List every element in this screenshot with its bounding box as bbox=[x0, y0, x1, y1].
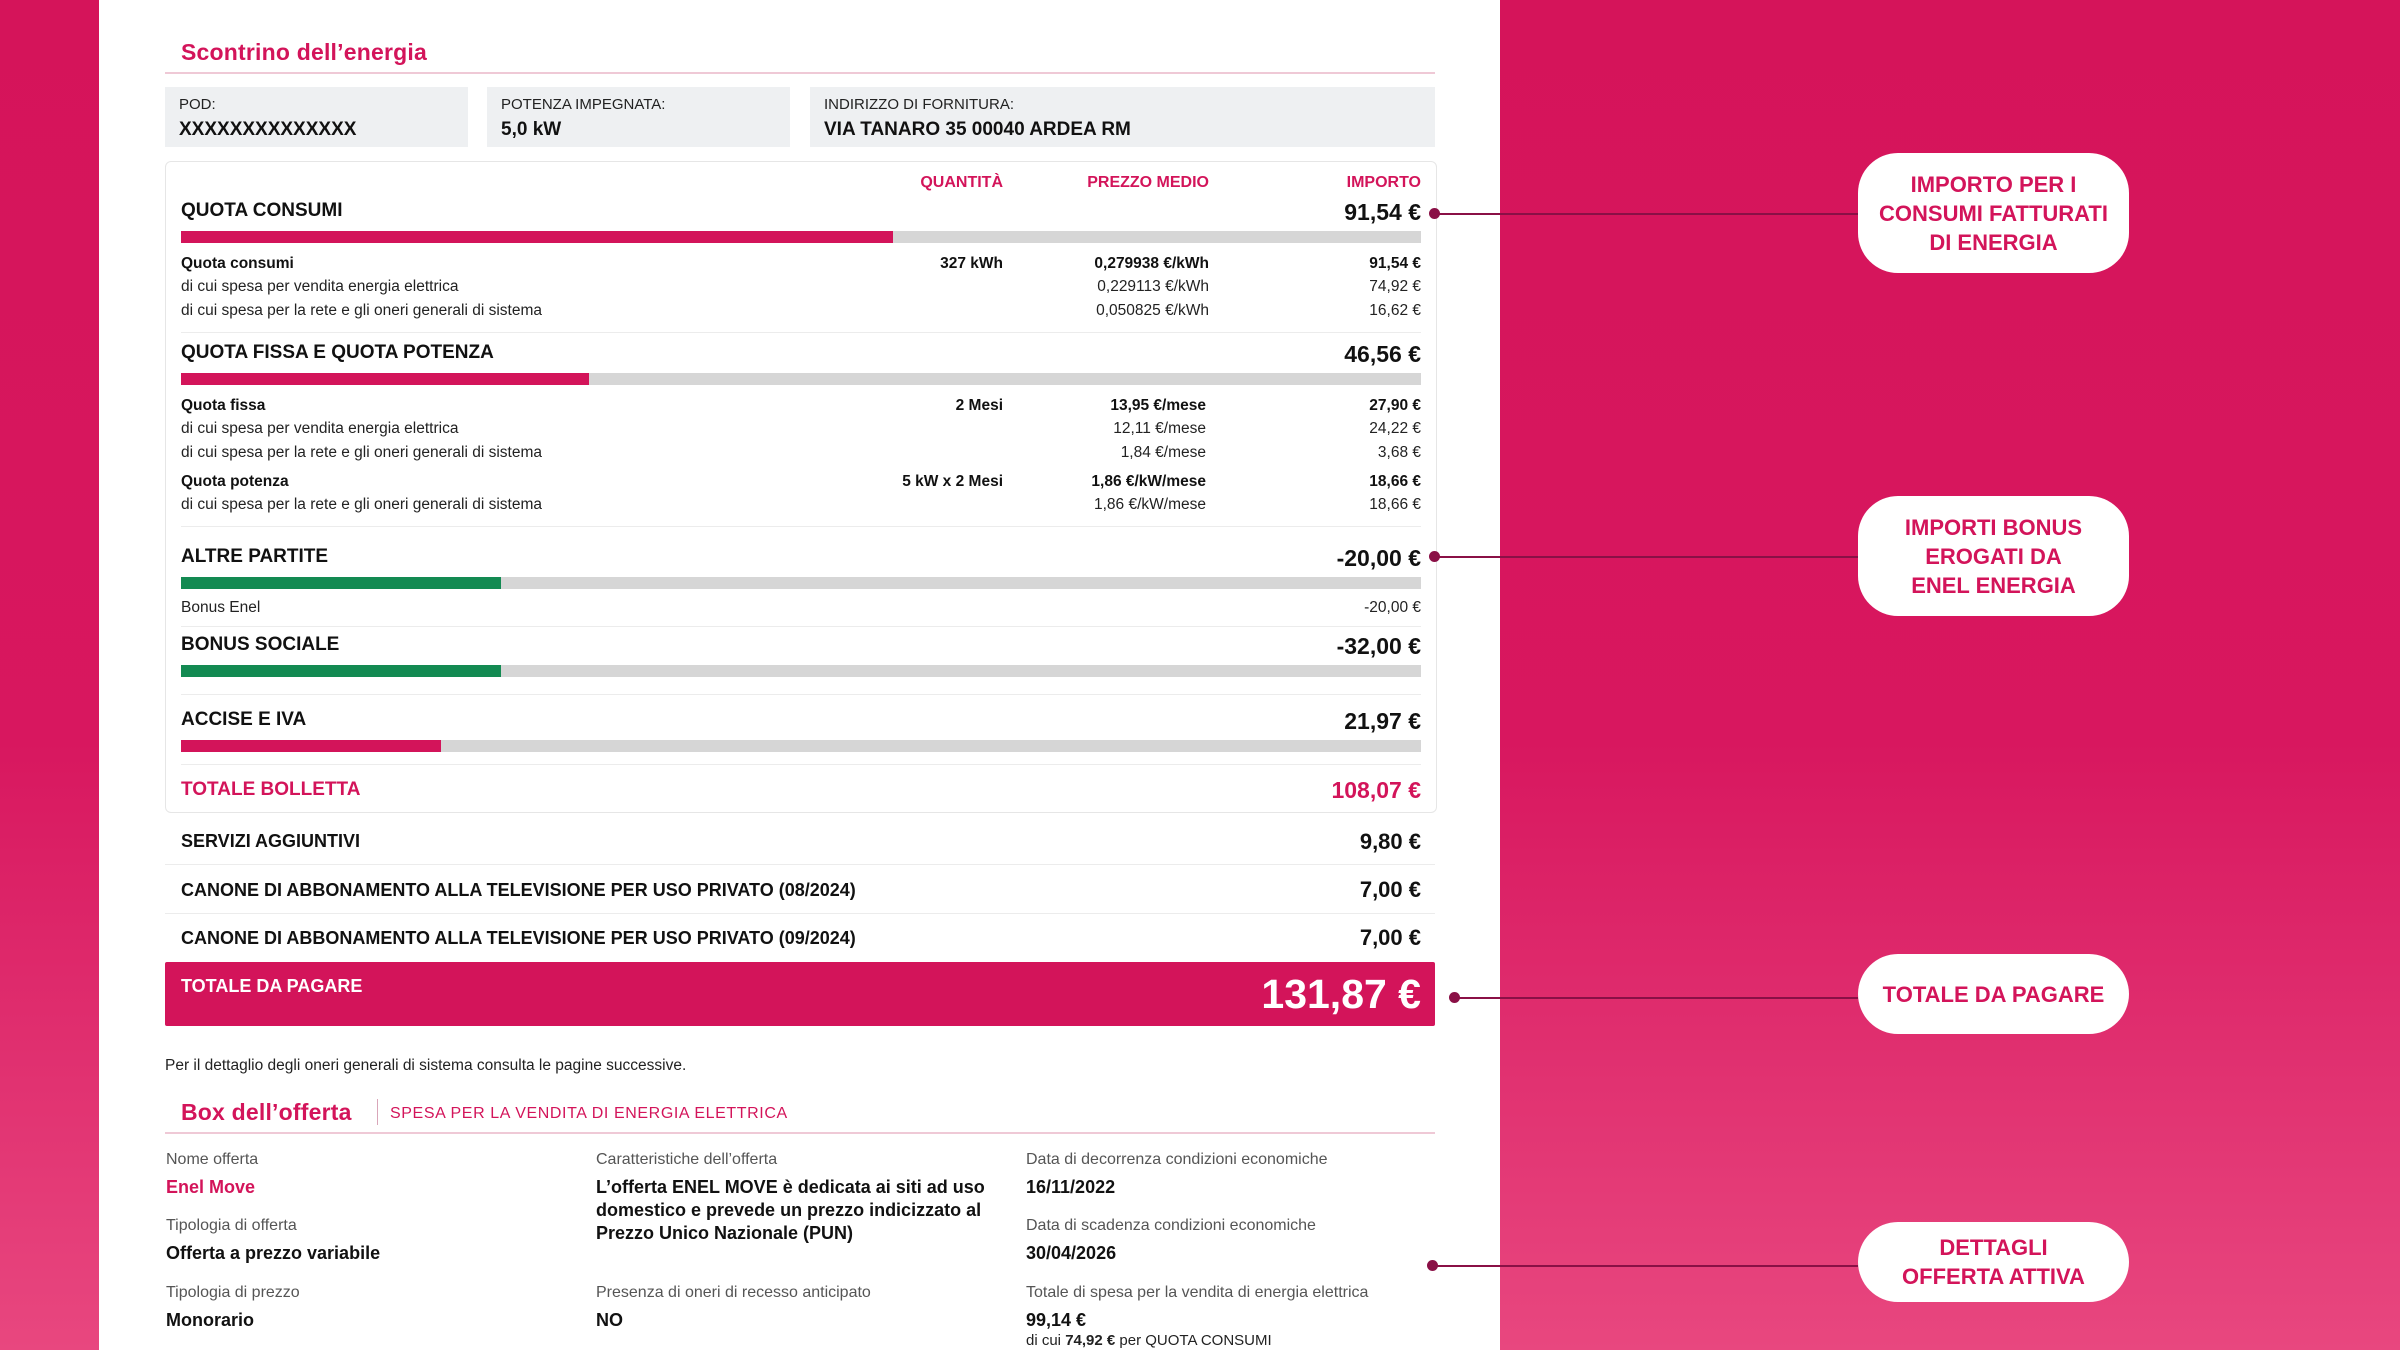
extra-row-1-label: SERVIZI AGGIUNTIVI bbox=[181, 831, 361, 851]
callout-2-line-1: IMPORTI BONUS bbox=[1904, 514, 2083, 540]
fissa-row-1-price: 13,95 €/mese bbox=[1110, 397, 1206, 414]
offer-scadenza-label: Data di scadenza condizioni economiche bbox=[1026, 1217, 1316, 1234]
fissa-row-4-label: Quota potenza bbox=[181, 473, 289, 490]
fissa-row-1-amount: 27,90 € bbox=[1369, 397, 1421, 414]
consumi-bar-fill bbox=[181, 231, 893, 243]
extra-row-3-amount: 7,00 € bbox=[1359, 925, 1421, 950]
offer-title: Box dell’offerta bbox=[181, 1099, 352, 1125]
offer-caratteristiche-label: Caratteristiche dell’offerta bbox=[596, 1151, 778, 1168]
divider bbox=[181, 332, 1421, 333]
fissa-row-4-amount: 18,66 € bbox=[1369, 473, 1421, 490]
fissa-row-5-label: di cui spesa per la rete e gli oneri generali di sistema bbox=[181, 496, 542, 513]
callout-1-line-3: DI ENERGIA bbox=[1929, 229, 2058, 255]
callout-2-line-3: ENEL ENERGIA bbox=[1911, 572, 2076, 598]
altre-row-1-label: Bonus Enel bbox=[181, 599, 261, 616]
col-importo: IMPORTO bbox=[1346, 174, 1421, 191]
extra-row-2-label: CANONE DI ABBONAMENTO ALLA TELEVISIONE PER USO PRIVATO (08/2024) bbox=[181, 880, 856, 900]
offer-scadenza-value: 30/04/2026 bbox=[1026, 1243, 1117, 1263]
altre-row-1-amount: -20,00 € bbox=[1364, 599, 1421, 616]
offer-prezzo-value: Monorario bbox=[166, 1310, 254, 1330]
offer-divider bbox=[165, 1132, 1435, 1134]
pod-value: XXXXXXXXXXXXXX bbox=[179, 119, 357, 140]
offer-subtitle: SPESA PER LA VENDITA DI ENERGIA ELETTRICA bbox=[390, 1105, 788, 1122]
section-accise-amount: 21,97 € bbox=[1344, 708, 1421, 734]
offer-totale-spesa-value: 99,14 € bbox=[1026, 1310, 1087, 1330]
callout-1-line-1: IMPORTO PER I bbox=[1910, 171, 2077, 197]
callout-line bbox=[1434, 556, 1858, 558]
totale-da-pagare-label: TOTALE DA PAGARE bbox=[181, 976, 363, 996]
offer-decorrenza-label: Data di decorrenza condizioni economiche bbox=[1026, 1151, 1328, 1168]
section-fissa-amount: 46,56 € bbox=[1344, 341, 1421, 367]
section-altre-amount: -20,00 € bbox=[1336, 545, 1421, 571]
receipt-card bbox=[165, 161, 1437, 813]
consumi-row-3-price: 0,050825 €/kWh bbox=[1096, 302, 1209, 319]
col-quantita: QUANTITÀ bbox=[920, 174, 1003, 191]
callout-4-line-1: DETTAGLI bbox=[1939, 1235, 2048, 1260]
totale-bolletta-amount: 108,07 € bbox=[1331, 777, 1421, 803]
offer-nome-value: Enel Move bbox=[166, 1177, 256, 1197]
extra-row-3-label: CANONE DI ABBONAMENTO ALLA TELEVISIONE PER USO PRIVATO (09/2024) bbox=[181, 928, 856, 948]
offer-tipologia-label: Tipologia di offerta bbox=[166, 1217, 297, 1234]
offer-decorrenza-value: 16/11/2022 bbox=[1026, 1177, 1116, 1197]
offer-tipologia-value: Offerta a prezzo variabile bbox=[166, 1243, 381, 1263]
offer-caratteristiche-line-2: domestico e prevede un prezzo indicizzato al bbox=[596, 1200, 982, 1220]
fissa-row-1-qty: 2 Mesi bbox=[955, 397, 1003, 414]
pod-label: POD: bbox=[179, 96, 216, 113]
offer-totale-spesa-detail bbox=[1026, 1332, 1272, 1349]
indirizzo-value: VIA TANARO 35 00040 ARDEA RM bbox=[824, 119, 1131, 140]
fissa-bar-fill bbox=[181, 373, 589, 385]
divider bbox=[165, 864, 1435, 865]
potenza-value: 5,0 kW bbox=[501, 119, 562, 140]
fissa-row-1-label: Quota fissa bbox=[181, 397, 266, 414]
fissa-row-3-amount: 3,68 € bbox=[1377, 444, 1421, 461]
bonus-bar bbox=[181, 665, 1421, 677]
callout-3-line-1: TOTALE DA PAGARE bbox=[1882, 981, 2105, 1007]
consumi-row-1-price: 0,279938 €/kWh bbox=[1094, 255, 1209, 272]
consumi-row-1-label: Quota consumi bbox=[181, 255, 294, 272]
offer-recesso-value: NO bbox=[596, 1310, 623, 1330]
indirizzo-label: INDIRIZZO DI FORNITURA: bbox=[824, 96, 1014, 113]
consumi-row-2-label: di cui spesa per vendita energia elettrica bbox=[181, 278, 459, 295]
bonus-bar-fill bbox=[181, 665, 501, 677]
callout-importi-bonus bbox=[1858, 496, 2129, 616]
callout-line bbox=[1454, 997, 1858, 999]
fissa-row-5-price: 1,86 €/kW/mese bbox=[1094, 496, 1206, 513]
callout-line bbox=[1432, 1265, 1858, 1267]
fissa-row-4-price: 1,86 €/kW/mese bbox=[1091, 473, 1206, 490]
section-consumi-amount: 91,54 € bbox=[1344, 199, 1421, 225]
section-accise-name: ACCISE E IVA bbox=[181, 709, 307, 730]
potenza-box bbox=[487, 87, 790, 147]
offer-title-separator bbox=[377, 1099, 378, 1125]
accise-bar-fill bbox=[181, 740, 441, 752]
offer-detail-value: 74,92 € bbox=[1065, 1332, 1116, 1349]
divider bbox=[181, 526, 1421, 527]
section-consumi-name: QUOTA CONSUMI bbox=[181, 200, 343, 221]
title-divider bbox=[165, 72, 1435, 74]
fissa-row-2-amount: 24,22 € bbox=[1369, 420, 1421, 437]
fissa-row-3-label: di cui spesa per la rete e gli oneri generali di sistema bbox=[181, 444, 542, 461]
totale-da-pagare-amount: 131,87 € bbox=[1261, 971, 1421, 1017]
offer-nome-label: Nome offerta bbox=[166, 1151, 259, 1168]
offer-detail-prefix: di cui bbox=[1026, 1332, 1062, 1349]
callout-2-line-2: EROGATI DA bbox=[1925, 543, 2062, 569]
consumi-row-2-amount: 74,92 € bbox=[1369, 278, 1421, 295]
fissa-bar bbox=[181, 373, 1421, 385]
extra-row-2-amount: 7,00 € bbox=[1359, 877, 1421, 902]
consumi-row-3-amount: 16,62 € bbox=[1369, 302, 1421, 319]
accise-bar bbox=[181, 740, 1421, 752]
section-bonus-name: BONUS SOCIALE bbox=[181, 634, 340, 655]
pod-box bbox=[165, 87, 468, 147]
consumi-bar bbox=[181, 231, 1421, 243]
fissa-row-3-price: 1,84 €/mese bbox=[1120, 444, 1206, 461]
section-bonus-amount: -32,00 € bbox=[1336, 633, 1421, 659]
section-fissa-name: QUOTA FISSA E QUOTA POTENZA bbox=[181, 342, 494, 363]
callout-importo-consumi bbox=[1858, 153, 2129, 273]
consumi-row-1-qty: 327 kWh bbox=[940, 255, 1003, 272]
divider bbox=[181, 764, 1421, 765]
divider bbox=[181, 626, 1421, 627]
receipt-title: Scontrino dell’energia bbox=[181, 39, 427, 65]
callout-1-line-2: CONSUMI FATTURATI bbox=[1879, 200, 2108, 226]
consumi-row-3-label: di cui spesa per la rete e gli oneri generali di sistema bbox=[181, 302, 542, 319]
divider bbox=[181, 694, 1421, 695]
altre-bar bbox=[181, 577, 1421, 589]
offer-recesso-label: Presenza di oneri di recesso anticipato bbox=[596, 1284, 871, 1301]
callout-dettagli-offerta bbox=[1858, 1222, 2129, 1302]
offer-detail-suffix: per QUOTA CONSUMI bbox=[1119, 1332, 1272, 1349]
fissa-row-4-qty: 5 kW x 2 Mesi bbox=[902, 473, 1003, 490]
extra-row-1-amount: 9,80 € bbox=[1359, 829, 1421, 854]
offer-caratteristiche-line-3: Prezzo Unico Nazionale (PUN) bbox=[596, 1223, 854, 1243]
col-prezzo-medio: PREZZO MEDIO bbox=[1087, 174, 1209, 191]
oneri-note: Per il dettaglio degli oneri generali di sistema consulta le pagine successive. bbox=[165, 1057, 687, 1074]
offer-prezzo-label: Tipologia di prezzo bbox=[166, 1284, 300, 1301]
totale-bolletta-label: TOTALE BOLLETTA bbox=[181, 779, 361, 800]
potenza-label: POTENZA IMPEGNATA: bbox=[501, 96, 666, 113]
altre-bar-fill bbox=[181, 577, 501, 589]
fissa-row-2-label: di cui spesa per vendita energia elettrica bbox=[181, 420, 459, 437]
fissa-row-2-price: 12,11 €/mese bbox=[1113, 420, 1206, 437]
offer-caratteristiche-line-1: L’offerta ENEL MOVE è dedicata ai siti ad uso bbox=[596, 1177, 985, 1197]
consumi-row-1-amount: 91,54 € bbox=[1369, 255, 1421, 272]
consumi-row-2-price: 0,229113 €/kWh bbox=[1097, 278, 1209, 295]
section-altre-name: ALTRE PARTITE bbox=[181, 546, 329, 567]
callout-totale-da-pagare bbox=[1858, 954, 2129, 1034]
fissa-row-5-amount: 18,66 € bbox=[1369, 496, 1421, 513]
divider bbox=[165, 913, 1435, 914]
indirizzo-box bbox=[810, 87, 1435, 147]
callout-4-line-2: OFFERTA ATTIVA bbox=[1902, 1264, 2085, 1289]
offer-totale-spesa-label: Totale di spesa per la vendita di energia elettrica bbox=[1026, 1284, 1369, 1301]
callout-line bbox=[1434, 213, 1858, 215]
